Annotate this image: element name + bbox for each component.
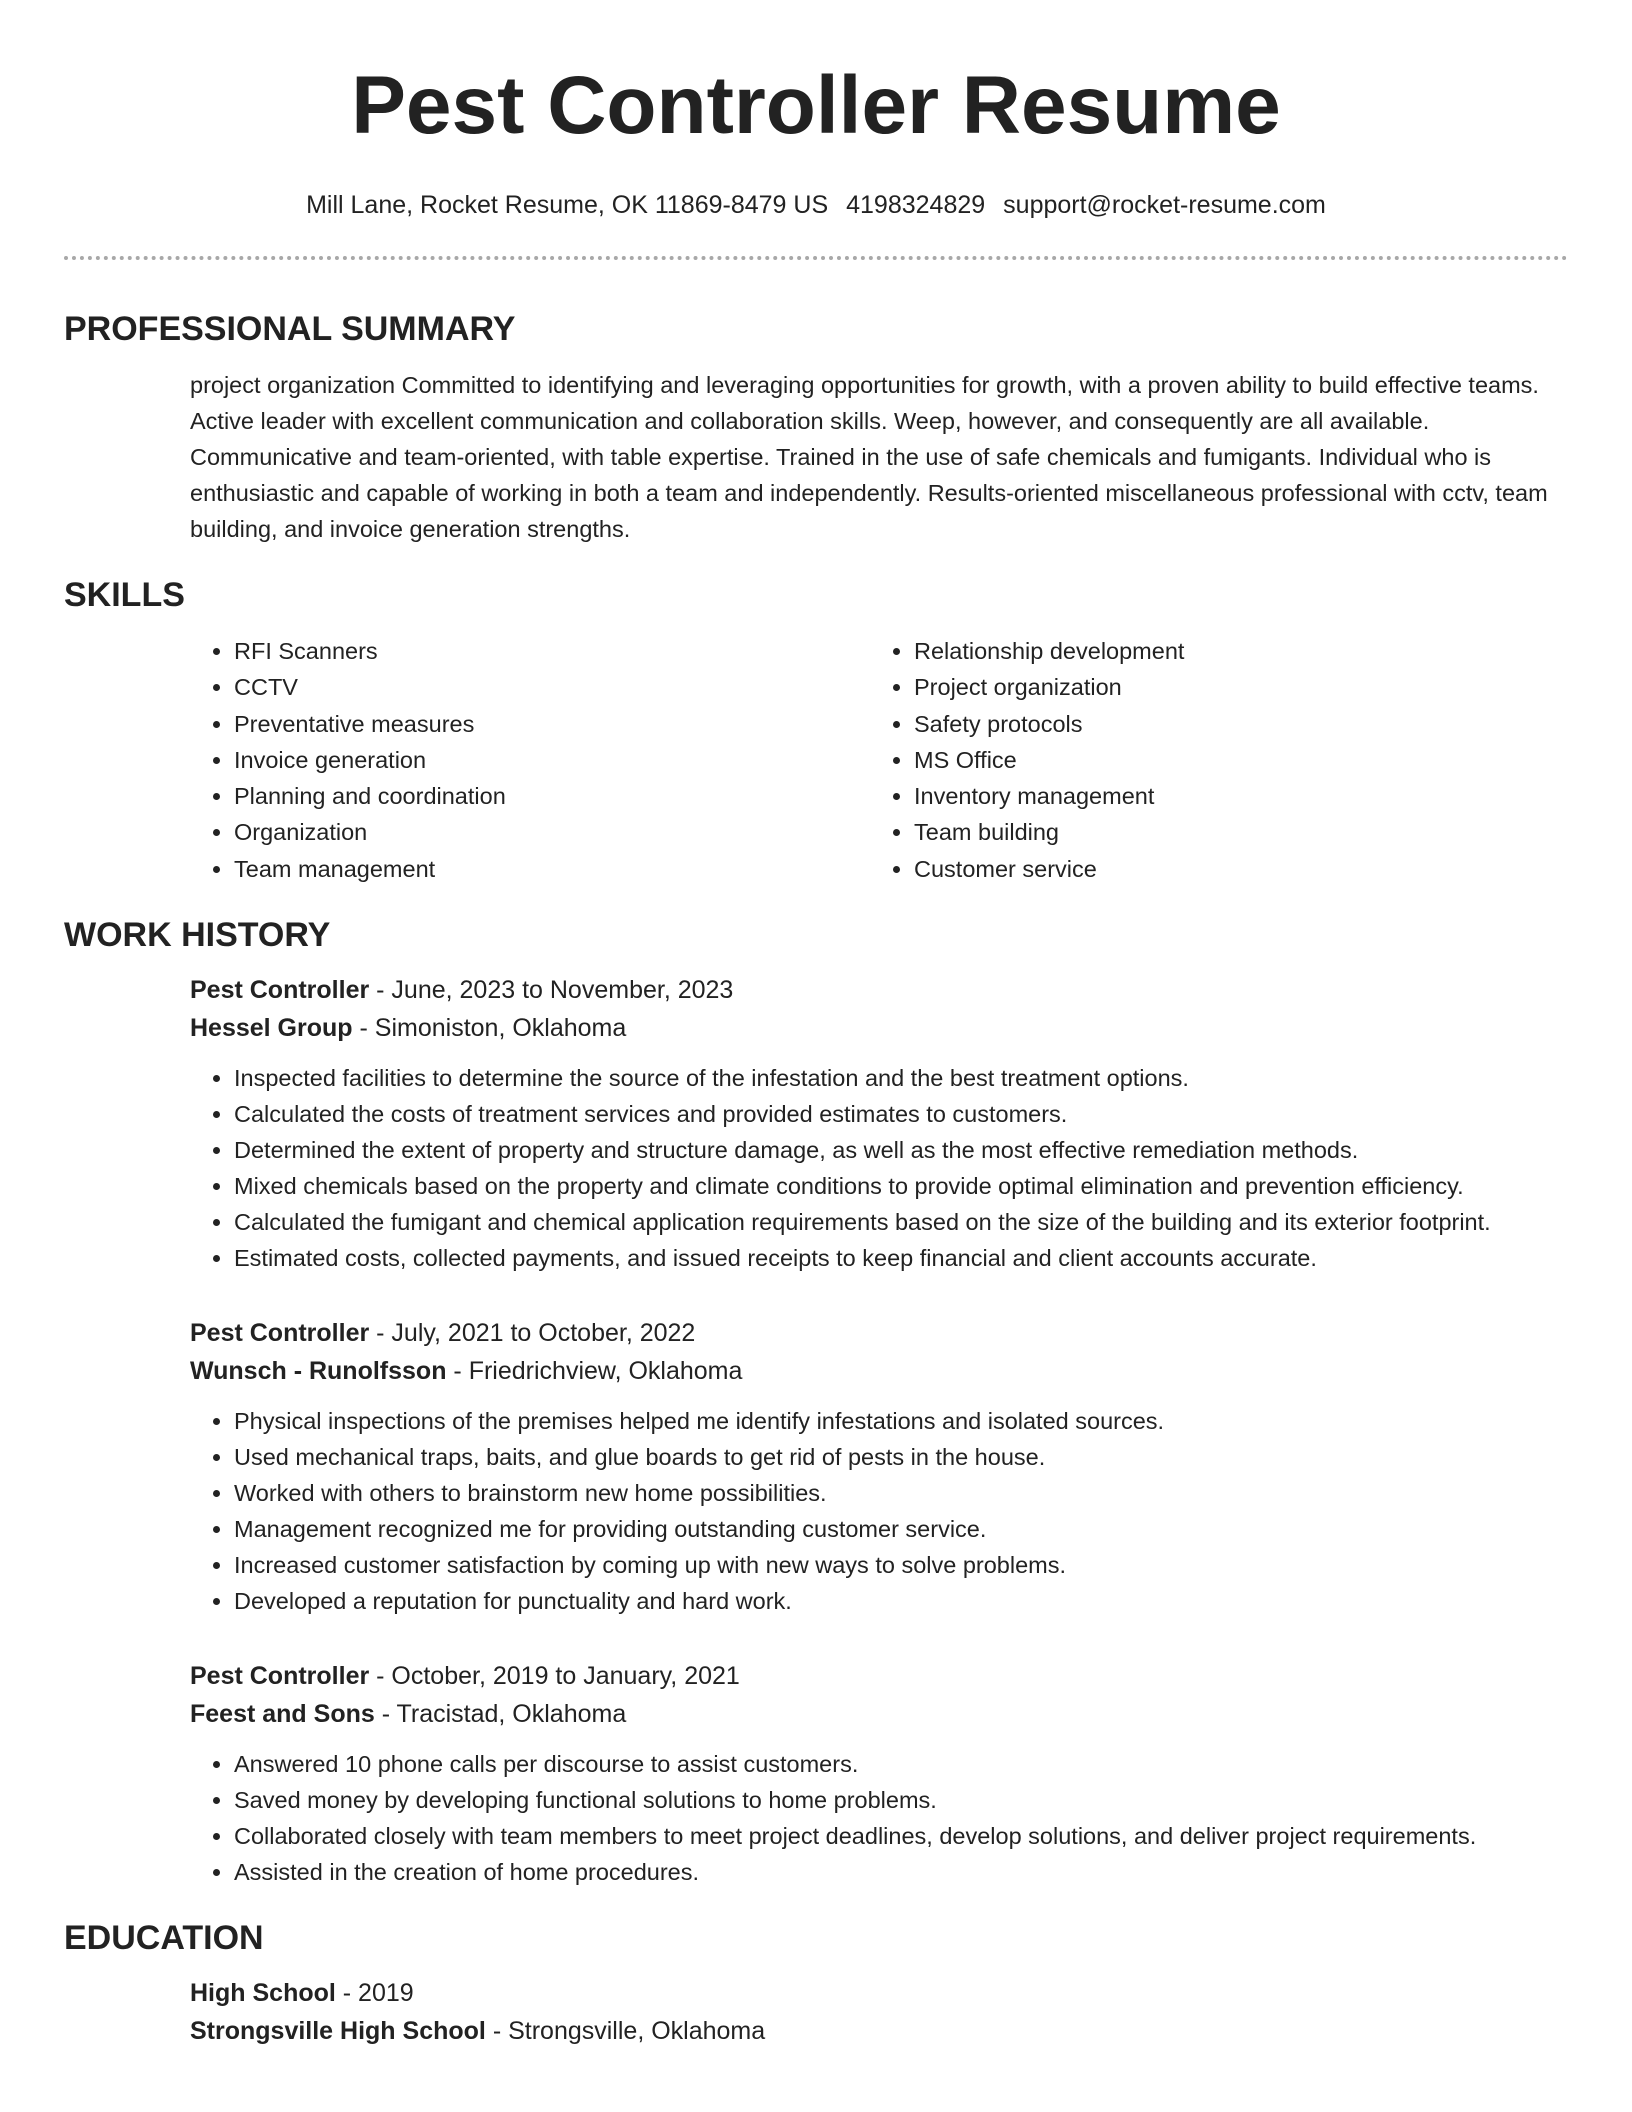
skill-item: • Team management [234,851,870,887]
skills-column-right [870,633,1184,887]
job-bullet: • Assisted in the creation of home procedures. [234,1854,1568,1890]
job-company-line [190,1352,1568,1390]
job-title-line [190,1314,1568,1352]
skill-item: • Relationship development [914,633,1184,669]
job-bullet: • Answered 10 phone calls per discourse to assist customers. [234,1746,1568,1782]
education-heading: EDUCATION [64,1919,264,1958]
job-bullets [190,1746,1568,1890]
work-heading: WORK HISTORY [64,916,331,955]
skill-item: • Team building [914,814,1184,850]
job-title: Pest Controller [190,1319,370,1348]
education-location: - Strongsville, Oklahoma [485,2017,766,2046]
job-bullet: • Increased customer satisfaction by coming up with new ways to solve problems. [234,1547,1568,1583]
skill-item: • CCTV [234,669,870,705]
education-school-line [190,2012,1568,2050]
job-dates: - October, 2019 to January, 2021 [369,1662,740,1691]
job-entry [190,1657,1568,1890]
education-entry [190,1974,1568,2050]
contact-email: support@rocket-resume.com [1003,191,1326,219]
job-bullet: • Physical inspections of the premises helped me identify infestations and isolated sources. [234,1403,1568,1439]
skill-item: • Safety protocols [914,706,1184,742]
job-bullet: • Determined the extent of property and structure damage, as well as the most effective remediation methods. [234,1132,1568,1168]
job-company: Wunsch - Runolfsson [190,1357,447,1386]
skills-heading: SKILLS [64,576,185,614]
job-bullet: • Used mechanical traps, baits, and glue boards to get rid of pests in the house. [234,1439,1568,1475]
contact-phone: 4198324829 [846,191,986,219]
job-bullets [190,1403,1568,1619]
job-location: - Simoniston, Oklahoma [352,1014,627,1043]
job-bullet: • Mixed chemicals based on the property and climate conditions to provide optimal elimination and prevention efficiency. [234,1168,1568,1204]
job-bullet: • Inspected facilities to determine the source of the infestation and the best treatment options. [234,1060,1568,1096]
skill-item: • Inventory management [914,778,1184,814]
skill-item: • Project organization [914,669,1184,705]
resume-title: Pest Controller Resume [351,60,1281,151]
summary-heading: PROFESSIONAL SUMMARY [64,310,516,348]
skill-item: • Preventative measures [234,706,870,742]
job-bullet: • Developed a reputation for punctuality and hard work. [234,1583,1568,1619]
skill-item: • Organization [234,814,870,850]
job-dates: - July, 2021 to October, 2022 [369,1319,696,1348]
education-school: Strongsville High School [190,2017,486,2046]
education-degree-line [190,1974,1568,2012]
job-bullet: • Saved money by developing functional solutions to home problems. [234,1782,1568,1818]
job-company-line [190,1695,1568,1733]
job-title-line [190,971,1568,1009]
education-year: - 2019 [335,1979,414,2008]
skills-list [190,633,1568,887]
skill-item: • Customer service [914,851,1184,887]
job-location: - Friedrichview, Oklahoma [446,1357,743,1386]
skill-item: • MS Office [914,742,1184,778]
contact-address: Mill Lane, Rocket Resume, OK 11869-8479 US [306,191,829,219]
skill-item: • RFI Scanners [234,633,870,669]
job-bullet: • Management recognized me for providing outstanding customer service. [234,1511,1568,1547]
header-divider [64,256,1568,260]
job-bullet: • Worked with others to brainstorm new home possibilities. [234,1475,1568,1511]
job-title-line [190,1657,1568,1695]
skills-column-left [190,633,870,887]
job-bullets [190,1060,1568,1276]
job-entry [190,971,1568,1276]
job-company-line [190,1009,1568,1047]
job-location: - Tracistad, Oklahoma [374,1700,627,1729]
job-bullet: • Calculated the costs of treatment services and provided estimates to customers. [234,1096,1568,1132]
job-title: Pest Controller [190,1662,370,1691]
job-entry [190,1314,1568,1619]
job-dates: - June, 2023 to November, 2023 [369,976,734,1005]
job-bullet: • Estimated costs, collected payments, and issued receipts to keep financial and client accounts accurate. [234,1240,1568,1276]
job-bullet: • Collaborated closely with team members to meet project deadlines, develop solutions, and deliver project requirements. [234,1818,1568,1854]
contact-line [64,190,1568,220]
skill-item: • Planning and coordination [234,778,870,814]
summary-text: project organization Committed to identifying and leveraging opportunities for growth, with a proven ability to build effective teams. Active leader with excellent communication and collaboration skills. Weep, however, and consequently are all available. Communicative and team-oriented, with table expertise. Trained in the use of safe chemicals and fumigants. Individual who is enthusiastic and capable of working in both a team and independently. Results-oriented miscellaneous professional with cctv, team building, and invoice generation strengths. [190,372,1548,542]
job-bullet: • Calculated the fumigant and chemical application requirements based on the size of the building and its exterior footprint. [234,1204,1568,1240]
education-degree: High School [190,1979,336,2008]
job-company: Hessel Group [190,1014,353,1043]
skill-item: • Invoice generation [234,742,870,778]
job-company: Feest and Sons [190,1700,375,1729]
job-title: Pest Controller [190,976,370,1005]
